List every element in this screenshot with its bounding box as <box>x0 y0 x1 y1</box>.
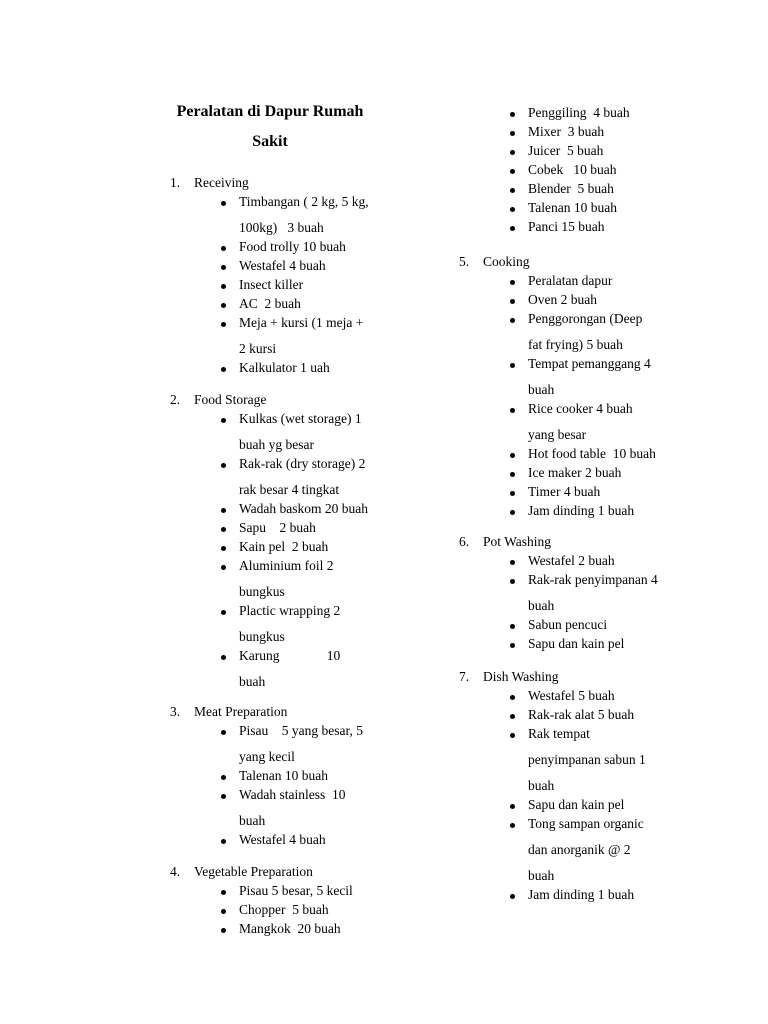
list-item-text: Wadah stainless 10 <box>239 787 346 802</box>
title-line-2: Sakit <box>252 133 288 150</box>
section-title: Receiving <box>194 175 249 190</box>
bullet-icon <box>510 112 515 117</box>
bullet-icon <box>221 322 226 327</box>
bullet-icon <box>221 610 226 615</box>
bullet-icon <box>221 265 226 270</box>
list-item-text: Sapu dan kain pel <box>528 636 625 651</box>
bullet-icon <box>221 928 226 933</box>
list-item-text: buah <box>528 868 555 883</box>
bullet-icon <box>510 695 515 700</box>
bullet-icon <box>221 890 226 895</box>
bullet-icon <box>510 560 515 565</box>
list-item-text: Kulkas (wet storage) 1 <box>239 411 362 426</box>
list-item-text: Pisau 5 besar, 5 kecil <box>239 883 353 898</box>
list-item-text: Penggorongan (Deep <box>528 311 643 326</box>
list-item-text: buah <box>528 598 555 613</box>
bullet-icon <box>221 246 226 251</box>
bullet-icon <box>510 453 515 458</box>
list-item-text: Cobek 10 buah <box>528 162 617 177</box>
bullet-icon <box>510 579 515 584</box>
list-item-text: Insect killer <box>239 277 304 292</box>
list-item-text: yang kecil <box>239 749 295 764</box>
bullet-icon <box>510 188 515 193</box>
bullet-icon <box>221 418 226 423</box>
bullet-icon <box>510 894 515 899</box>
bullet-icon <box>510 226 515 231</box>
list-item-text: AC 2 buah <box>239 296 301 311</box>
list-item-text: Westafel 2 buah <box>528 553 615 568</box>
list-item-text: buah yg besar <box>239 437 314 452</box>
list-item-text: Kalkulator 1 uah <box>239 360 330 375</box>
list-item-text: bungkus <box>239 629 285 644</box>
list-item-text: Sapu 2 buah <box>239 520 316 535</box>
list-item-text: Juicer 5 buah <box>528 143 604 158</box>
list-item-text: 2 kursi <box>239 341 277 356</box>
bullet-icon <box>510 714 515 719</box>
list-item-text: Rak tempat <box>528 726 590 741</box>
section-title: Pot Washing <box>483 534 552 549</box>
bullet-icon <box>221 655 226 660</box>
title-line-1: Peralatan di Dapur Rumah <box>176 103 364 120</box>
section-number: 7. <box>459 669 470 684</box>
bullet-icon <box>221 284 226 289</box>
list-item-text: Westafel 4 buah <box>239 832 326 847</box>
list-item-text: dan anorganik @ 2 <box>528 842 631 857</box>
list-item-text: Tempat pemanggang 4 <box>528 356 651 371</box>
bullet-icon <box>510 299 515 304</box>
bullet-icon <box>510 804 515 809</box>
list-item-text: Ice maker 2 buah <box>528 465 622 480</box>
bullet-icon <box>510 131 515 136</box>
list-item-text: Penggiling 4 buah <box>528 105 630 120</box>
list-item-text: Timbangan ( 2 kg, 5 kg, <box>239 194 369 209</box>
section-number: 6. <box>459 534 470 549</box>
section-title: Cooking <box>483 254 530 269</box>
list-item-text: Mixer 3 buah <box>528 124 605 139</box>
list-item-text: Oven 2 buah <box>528 292 597 307</box>
list-item-text: Blender 5 buah <box>528 181 614 196</box>
section-number: 2. <box>170 392 181 407</box>
bullet-icon <box>221 508 226 513</box>
bullet-icon <box>510 363 515 368</box>
bullet-icon <box>221 909 226 914</box>
list-item-text: Jam dinding 1 buah <box>528 887 635 902</box>
list-item-text: Food trolly 10 buah <box>239 239 346 254</box>
section-number: 5. <box>459 254 470 269</box>
bullet-icon <box>510 510 515 515</box>
section-title: Food Storage <box>194 392 267 407</box>
list-item-text: Tong sampan organic <box>528 816 644 831</box>
section-number: 3. <box>170 704 181 719</box>
bullet-icon <box>510 280 515 285</box>
bullet-icon <box>510 733 515 738</box>
list-item-text: Sabun pencuci <box>528 617 608 632</box>
list-item-text: rak besar 4 tingkat <box>239 482 340 497</box>
bullet-icon <box>221 303 226 308</box>
list-item-text: fat frying) 5 buah <box>528 337 623 352</box>
bullet-icon <box>510 823 515 828</box>
list-item-text: yang besar <box>528 427 587 442</box>
list-item-text: Meja + kursi (1 meja + <box>239 315 364 330</box>
list-item-text: buah <box>528 382 555 397</box>
list-item-text: Peralatan dapur <box>528 273 613 288</box>
list-item-text: Jam dinding 1 buah <box>528 503 635 518</box>
bullet-icon <box>510 491 515 496</box>
list-item-text: Rice cooker 4 buah <box>528 401 633 416</box>
bullet-icon <box>221 794 226 799</box>
bullet-icon <box>510 318 515 323</box>
list-item-text: Aluminium foil 2 <box>239 558 334 573</box>
list-item-text: Timer 4 buah <box>528 484 601 499</box>
list-item-text: Rak-rak alat 5 buah <box>528 707 635 722</box>
section-title: Dish Washing <box>483 669 559 684</box>
list-item-text: Chopper 5 buah <box>239 902 329 917</box>
section-title: Vegetable Preparation <box>194 864 313 879</box>
section-title: Meat Preparation <box>194 704 288 719</box>
bullet-icon <box>221 201 226 206</box>
bullet-icon <box>510 624 515 629</box>
list-item-text: buah <box>528 778 555 793</box>
bullet-icon <box>510 408 515 413</box>
list-item-text: Rak-rak penyimpanan 4 <box>528 572 658 587</box>
list-item-text: buah <box>239 813 266 828</box>
list-item-text: penyimpanan sabun 1 <box>528 752 646 767</box>
bullet-icon <box>221 730 226 735</box>
bullet-icon <box>510 472 515 477</box>
bullet-icon <box>221 367 226 372</box>
list-item-text: Pisau 5 yang besar, 5 <box>239 723 363 738</box>
bullet-icon <box>510 207 515 212</box>
list-item-text: Sapu dan kain pel <box>528 797 625 812</box>
bullet-icon <box>221 839 226 844</box>
bullet-icon <box>510 169 515 174</box>
list-item-text: Panci 15 buah <box>528 219 605 234</box>
bullet-icon <box>221 463 226 468</box>
bullet-icon <box>221 527 226 532</box>
list-item-text: Westafel 5 buah <box>528 688 615 703</box>
list-item-text: Westafel 4 buah <box>239 258 326 273</box>
list-item-text: Kain pel 2 buah <box>239 539 329 554</box>
list-item-text: Talenan 10 buah <box>528 200 618 215</box>
list-item-text: bungkus <box>239 584 285 599</box>
list-item-text: Karung 10 <box>239 648 341 663</box>
bullet-icon <box>510 643 515 648</box>
bullet-icon <box>510 150 515 155</box>
list-item-text: Mangkok 20 buah <box>239 921 341 936</box>
bullet-icon <box>221 565 226 570</box>
list-item-text: buah <box>239 674 266 689</box>
section-number: 1. <box>170 175 181 190</box>
bullet-icon <box>221 775 226 780</box>
bullet-icon <box>221 546 226 551</box>
section-number: 4. <box>170 864 181 879</box>
list-item-text: Talenan 10 buah <box>239 768 329 783</box>
list-item-text: Plactic wrapping 2 <box>239 603 341 618</box>
list-item-text: 100kg) 3 buah <box>239 220 324 235</box>
list-item-text: Wadah baskom 20 buah <box>239 501 369 516</box>
list-item-text: Rak-rak (dry storage) 2 <box>239 456 366 471</box>
list-item-text: Hot food table 10 buah <box>528 446 656 461</box>
